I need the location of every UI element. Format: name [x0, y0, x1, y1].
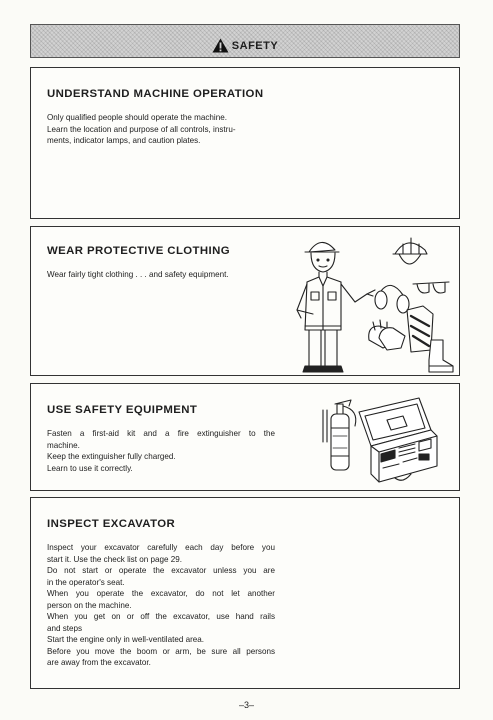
body-line: machine. — [47, 440, 80, 450]
safety-header-banner — [30, 24, 460, 58]
section-body — [47, 112, 297, 147]
header-content — [212, 38, 278, 53]
body-line: Wear fairly tight clothing . . . and safety equipment. — [47, 270, 229, 279]
body-line: Learn to use it correctly. — [47, 463, 133, 473]
section-body — [47, 269, 287, 281]
body-line: start it. Use the check list on page 29. — [47, 554, 182, 564]
header-title: SAFETY — [231, 39, 279, 52]
body-line: Start the engine only in well-ventilated area. — [47, 635, 205, 644]
page-number: –3– — [238, 700, 255, 710]
body-line: person on the machine. — [47, 600, 132, 610]
section-wear-protective-clothing — [30, 226, 460, 376]
body-line: Keep the extinguisher fully charged. — [47, 452, 176, 461]
section-inspect-excavator — [30, 497, 460, 689]
body-line: Learn the location and purpose of all controls, instru- — [47, 124, 236, 134]
body-line: When you operate the excavator, do not let another — [47, 589, 275, 598]
body-line: are away from the excavator. — [47, 658, 151, 667]
body-line: ments, indicator lamps, and caution plates. — [47, 136, 201, 145]
body-line: When you get on or off the excavator, use hand rails — [47, 612, 275, 621]
warning-triangle-icon — [212, 38, 229, 53]
body-line: Only qualified people should operate the machine. — [47, 113, 227, 122]
section-use-safety-equipment — [30, 383, 460, 491]
section-title: USE SAFETY EQUIPMENT — [47, 404, 198, 416]
section-understand-machine-operation — [30, 67, 460, 219]
section-title: UNDERSTAND MACHINE OPERATION — [47, 88, 264, 100]
section-title: WEAR PROTECTIVE CLOTHING — [47, 245, 230, 257]
body-line: Do not start or operate the excavator unless you are — [47, 566, 275, 575]
worker-protective-gear-illustration — [283, 230, 455, 374]
section-body — [47, 428, 275, 474]
section-body — [47, 542, 275, 669]
first-aid-kit-and-extinguisher-illustration — [319, 392, 447, 484]
body-line: Fasten a first-aid kit and a fire extinguisher to the — [47, 429, 275, 438]
body-line: in the operator's seat. — [47, 577, 125, 587]
body-line: Inspect your excavator carefully each day before you — [47, 543, 275, 552]
body-line: and steps — [47, 623, 83, 633]
body-line: Before you move the boom or arm, be sure all persons — [47, 646, 275, 656]
section-title: INSPECT EXCAVATOR — [47, 518, 176, 530]
